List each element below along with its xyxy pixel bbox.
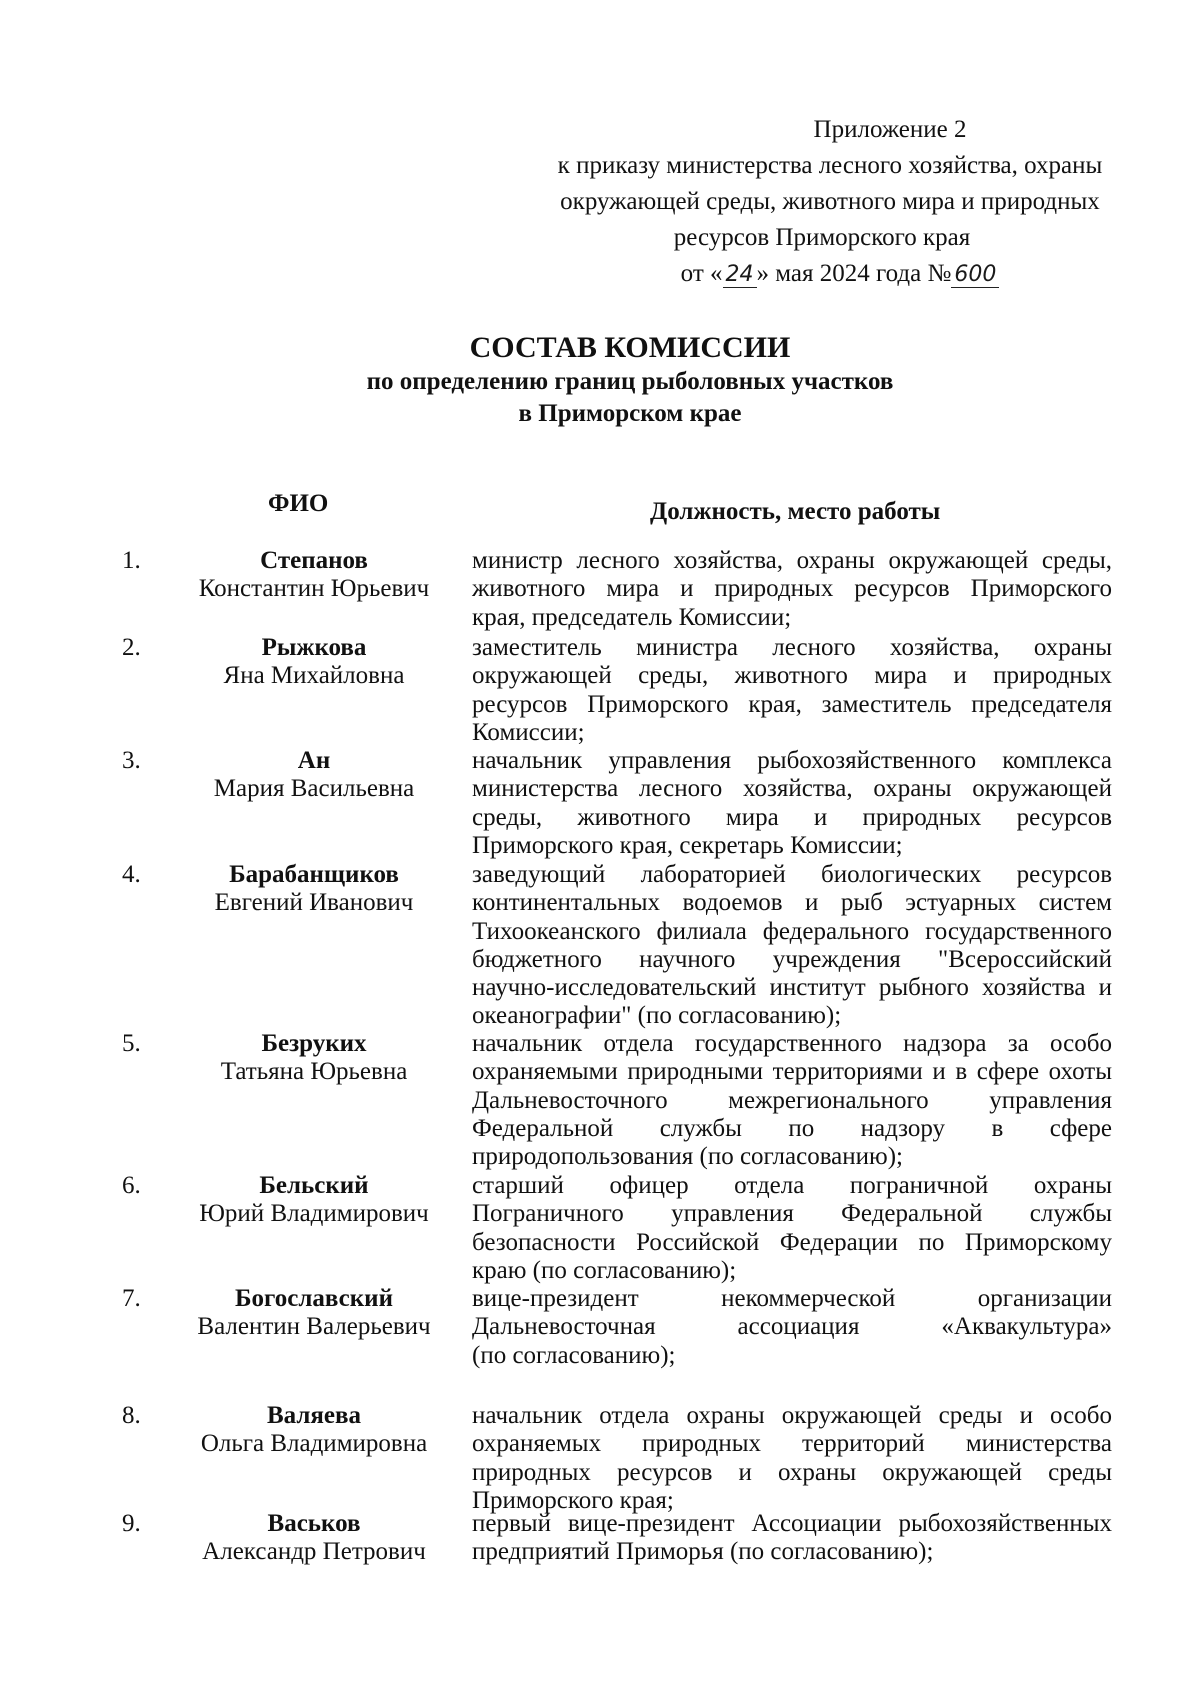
member-surname: Безруких xyxy=(261,1030,367,1057)
position-line: министерства лесного хозяйства, охраны окружающей xyxy=(472,775,1112,803)
position-line: охраняемыми природными территориями и в сфере охоты xyxy=(472,1058,1112,1086)
member-fio xyxy=(168,634,460,690)
member-surname: Степанов xyxy=(260,547,368,574)
member-surname: Богославский xyxy=(235,1285,393,1312)
position-line: животного мира и природных ресурсов Приморского xyxy=(472,575,1112,603)
position-line: начальник управления рыбохозяйственного комплекса xyxy=(472,747,1112,774)
position-line: природных ресурсов и охраны окружающей среды xyxy=(472,1458,1112,1486)
member-position xyxy=(472,1402,1112,1515)
position-line: среды, животного мира и природных ресурсов xyxy=(472,803,1112,831)
member-fio xyxy=(168,547,460,603)
position-line: заведующий лабораторией биологических ресурсов xyxy=(472,861,1112,888)
member-given-names: Евгений Иванович xyxy=(214,889,414,916)
position-line: Федеральной службы по надзору в сфере xyxy=(472,1114,1112,1142)
appendix-date-line xyxy=(530,256,1150,292)
position-line: министр лесного хозяйства, охраны окружающей среды, xyxy=(472,547,1112,574)
member-number: 3. xyxy=(122,747,141,774)
position-line: континентальных водоемов и рыб эстуарных систем xyxy=(472,889,1112,917)
member-given-names: Константин Юрьевич xyxy=(198,575,430,602)
member-number: 8. xyxy=(122,1402,141,1429)
member-position xyxy=(472,547,1112,632)
position-line: края, председатель Комиссии; xyxy=(472,603,792,631)
date-middle: » мая 2024 года № xyxy=(756,260,952,287)
position-line: окружающей среды, животного мира и природных xyxy=(472,662,1112,690)
member-given-names: Яна Михайловна xyxy=(223,662,405,689)
appendix-header xyxy=(520,112,1140,292)
position-line: охраняемых природных территорий министерства xyxy=(472,1430,1112,1458)
position-line: старший офицер отдела пограничной охраны xyxy=(472,1172,1112,1199)
date-prefix: от « xyxy=(680,260,723,287)
member-number: 5. xyxy=(122,1030,141,1057)
member-number: 6. xyxy=(122,1172,141,1199)
member-surname: Бельский xyxy=(259,1172,369,1199)
member-surname: Васьков xyxy=(267,1510,361,1537)
member-fio xyxy=(168,861,460,917)
member-given-names: Мария Васильевна xyxy=(213,775,415,802)
position-line: Приморского края; xyxy=(472,1486,674,1514)
title-main: СОСТАВ КОМИССИИ xyxy=(469,331,791,364)
position-line: научно-исследовательский институт рыбного хозяйства и xyxy=(472,974,1112,1002)
member-number: 9. xyxy=(122,1510,141,1537)
member-given-names: Татьяна Юрьевна xyxy=(220,1058,408,1085)
member-given-names: Валентин Валерьевич xyxy=(197,1313,431,1340)
member-surname: Ан xyxy=(297,747,331,774)
position-line: начальник отдела государственного надзора за особо xyxy=(472,1030,1112,1057)
position-line: первый вице-президент Ассоциации рыбохозяйственных xyxy=(472,1510,1112,1537)
position-line: Комиссии; xyxy=(472,718,585,746)
position-line: Тихоокеанского филиала федерального государственного xyxy=(472,917,1112,945)
position-line: заместитель министра лесного хозяйства, охраны xyxy=(472,634,1112,661)
member-number: 1. xyxy=(122,547,141,574)
appendix-title: Приложение 2 xyxy=(813,116,967,143)
member-fio xyxy=(168,1172,460,1228)
position-line: (по согласованию); xyxy=(472,1341,676,1369)
handwritten-order-number: 600 xyxy=(951,263,999,288)
member-position xyxy=(472,634,1112,747)
member-number: 4. xyxy=(122,861,141,888)
member-fio xyxy=(168,1510,460,1566)
position-line: бюджетного научного учреждения "Всероссийский xyxy=(472,945,1112,973)
member-fio xyxy=(168,1285,460,1341)
position-line: Приморского края, секретарь Комиссии; xyxy=(472,831,903,859)
member-surname: Рыжкова xyxy=(261,634,367,661)
member-fio xyxy=(168,1030,460,1086)
position-line: Дальневосточная ассоциация «Аквакультура» xyxy=(472,1313,1112,1341)
position-line: начальник отдела охраны окружающей среды и особо xyxy=(472,1402,1112,1429)
position-line: Дальневосточного межрегионального управления xyxy=(472,1086,1112,1114)
member-position xyxy=(472,1285,1112,1370)
member-number: 2. xyxy=(122,634,141,661)
member-surname: Валяева xyxy=(266,1402,362,1429)
position-line: природопользования (по согласованию); xyxy=(472,1143,903,1171)
column-header-position: Должность, место работы xyxy=(650,498,941,525)
member-position xyxy=(472,1030,1112,1171)
member-surname: Барабанщиков xyxy=(229,861,399,888)
member-number: 7. xyxy=(122,1285,141,1312)
position-line: безопасности Российской Федерации по Приморскому xyxy=(472,1228,1112,1256)
position-line: краю (по согласованию); xyxy=(472,1256,737,1284)
position-line: вице-президент некоммерческой организации xyxy=(472,1285,1112,1312)
position-line: Пограничного управления Федеральной службы xyxy=(472,1200,1112,1228)
title-subtitle: в Приморском крае xyxy=(518,400,742,427)
column-header-fio: ФИО xyxy=(268,490,329,517)
member-fio xyxy=(168,747,460,803)
document-title xyxy=(0,330,1200,430)
appendix-line: окружающей среды, животного мира и природных xyxy=(560,188,1100,215)
position-line: предприятий Приморья (по согласованию); xyxy=(472,1538,934,1566)
member-position xyxy=(472,1510,1112,1567)
title-subtitle: по определению границ рыболовных участков xyxy=(366,368,894,395)
member-position xyxy=(472,861,1112,1031)
member-fio xyxy=(168,1402,460,1458)
member-given-names: Александр Петрович xyxy=(202,1538,426,1565)
handwritten-day: 24 xyxy=(723,263,757,288)
appendix-line: к приказу министерства лесного хозяйства, охраны xyxy=(557,152,1103,179)
member-given-names: Ольга Владимировна xyxy=(200,1430,428,1457)
member-position xyxy=(472,1172,1112,1285)
position-line: океанографии" (по согласованию); xyxy=(472,1002,842,1030)
appendix-line: ресурсов Приморского края xyxy=(673,224,971,251)
member-given-names: Юрий Владимирович xyxy=(199,1200,429,1227)
member-position xyxy=(472,747,1112,860)
position-line: ресурсов Приморского края, заместитель председателя xyxy=(472,690,1112,718)
